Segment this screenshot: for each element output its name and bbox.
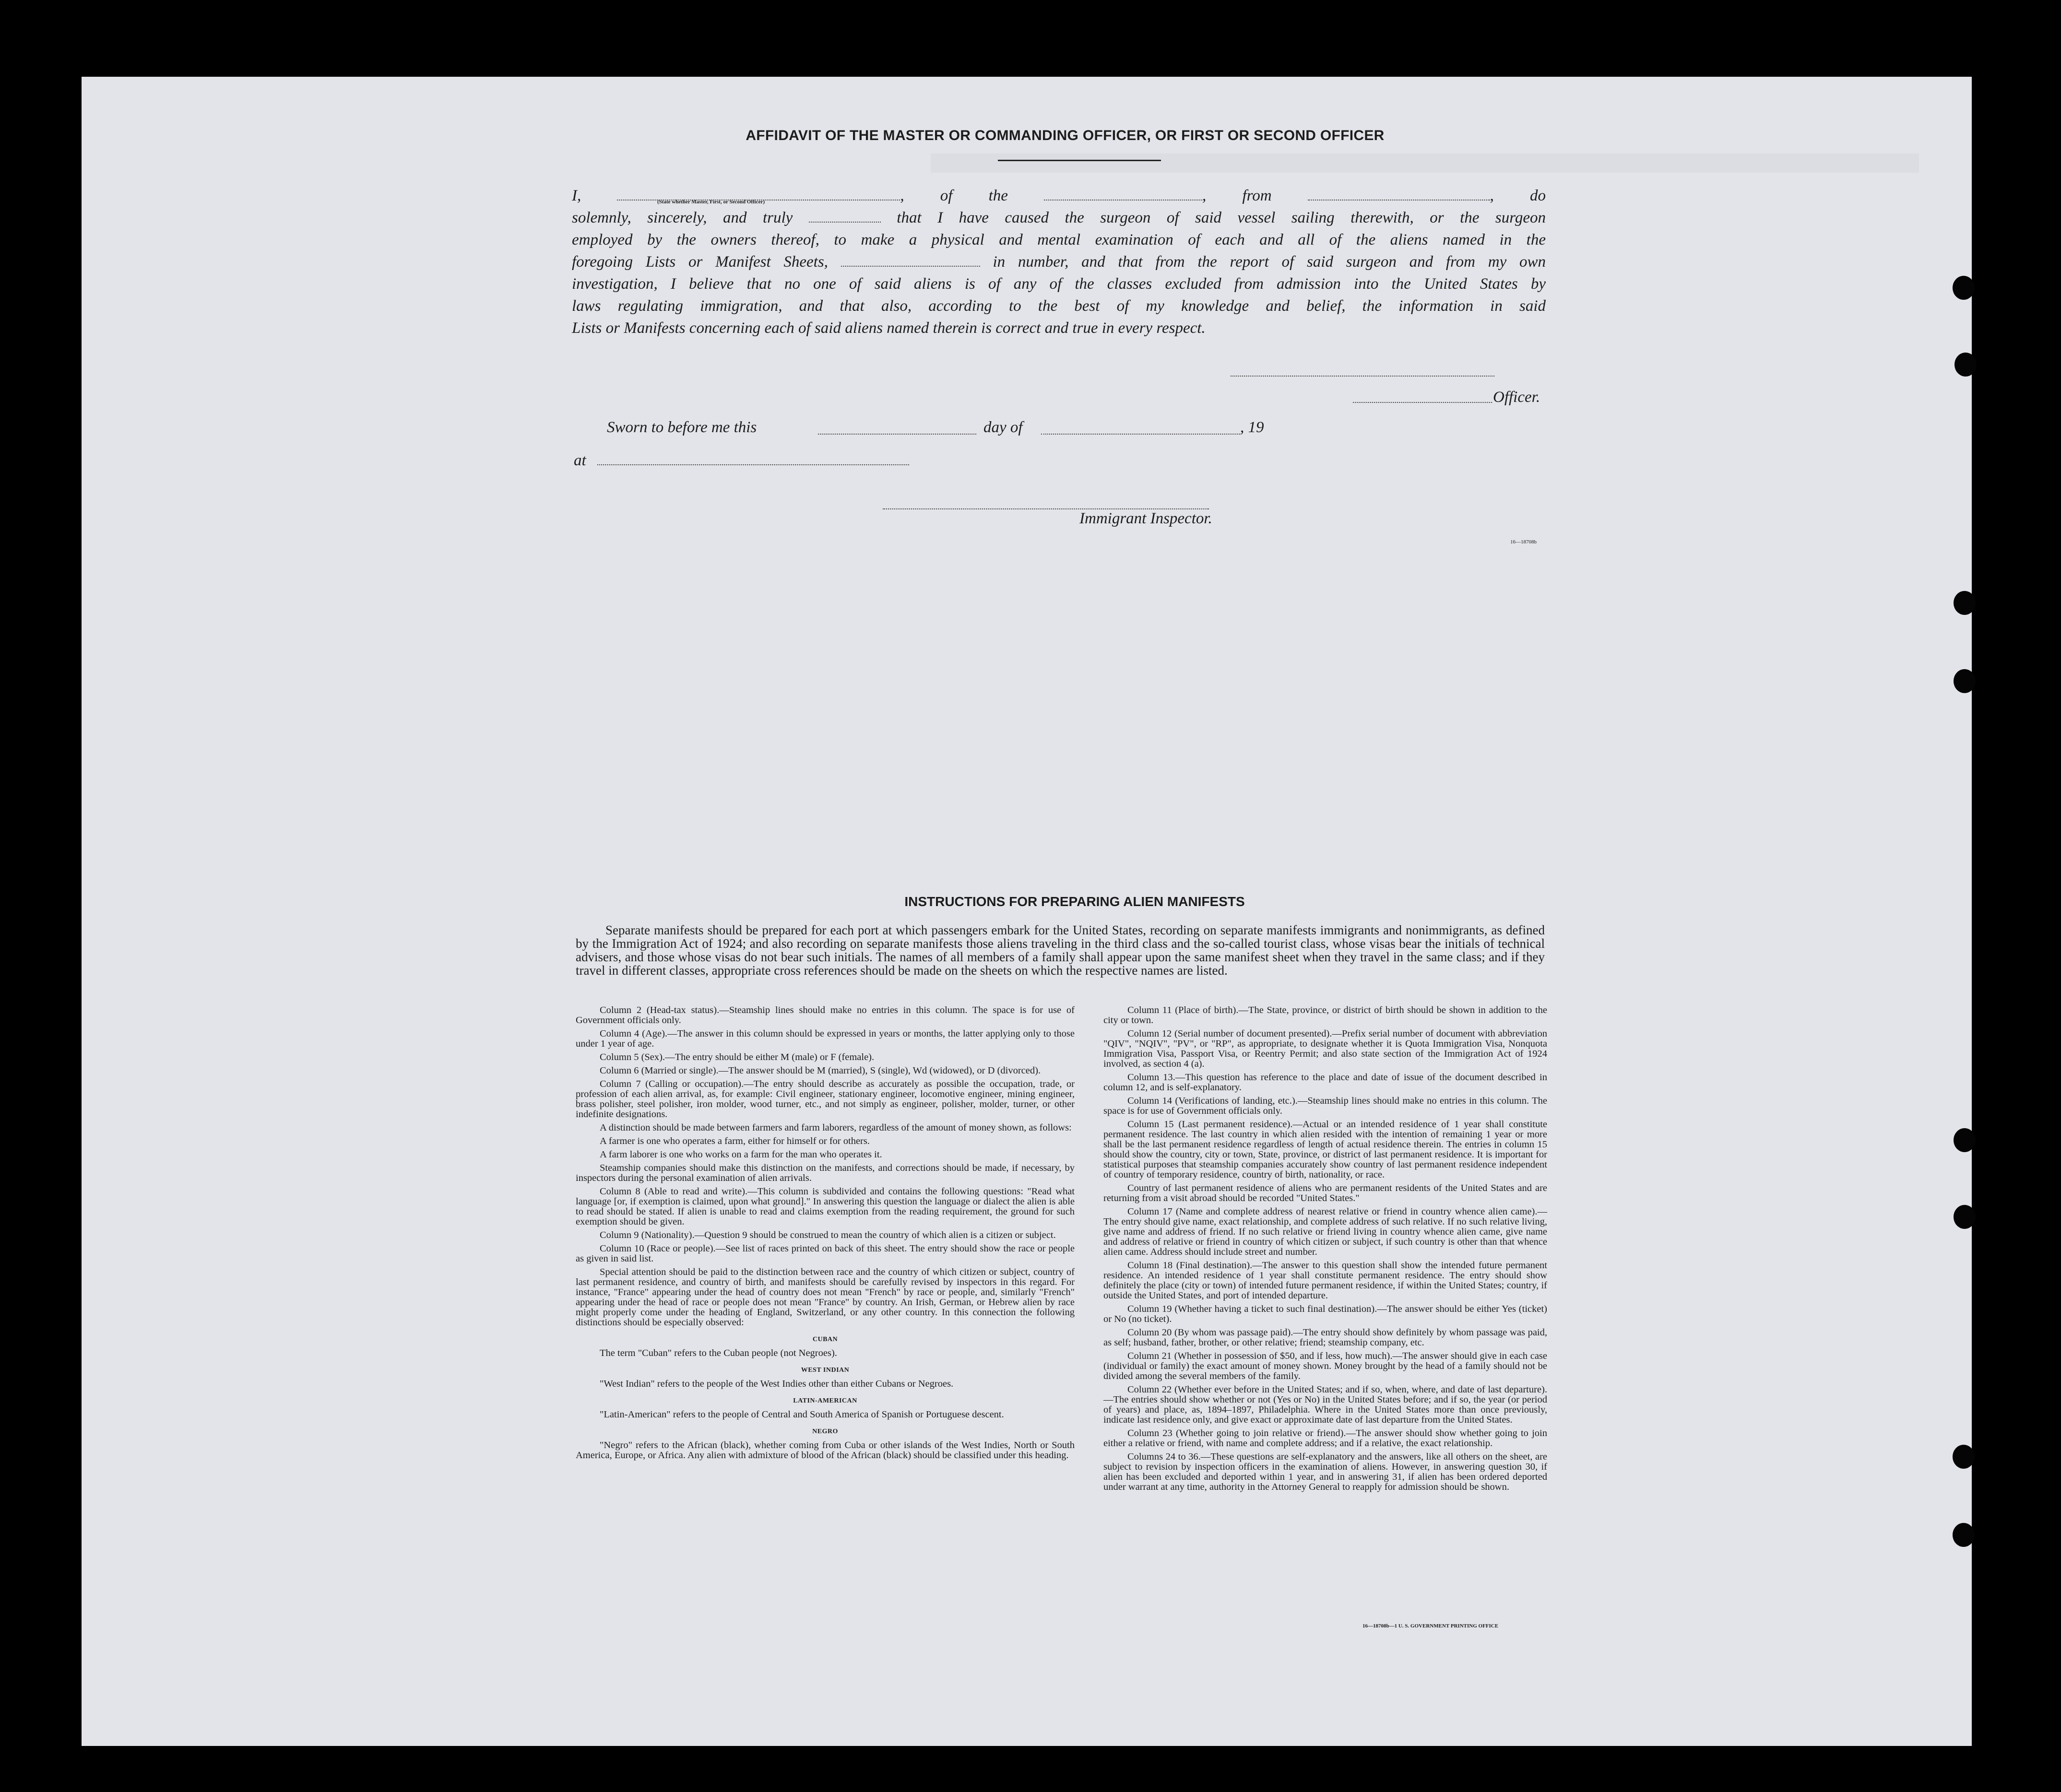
instructions-intro: Separate manifests should be prepared for each port at which passengers embark for the United States, recording on separate manifests immigrants and nonimmigrants, as defined by the Immigration Act of 1924; and also recording on separate manifests those aliens traveling in the third class and the so-called tourist class, whose visas bear the initials of technical advisers, and those whose visas do not bear such initials. The names of all members of a family shall appear upon the same manifest sheet when they travel in the same class; and if they travel in different classes, appropriate cross references should be made on the sheets on which the respective names are listed. [576,923,1545,978]
negro-definition: "Negro" refers to the African (black), whether coming from Cuba or other islands of the West Indies, North or South America, Europe, or Africa. Any alien with admixture of blood of the African (black) should be classified under this heading. [576,1440,1075,1461]
year-label: , 19 [1240,419,1264,436]
instruction-paragraph: Column 9 (Nationality).—Question 9 should be construed to mean the country of which alien is a citizen or subject. [600,1230,1056,1240]
west-indian-heading: WEST INDIAN [801,1367,850,1374]
officer-signature-line[interactable] [1353,402,1492,403]
punch-hole [1954,353,1977,377]
instruction-paragraph: Column 6 (Married or single).—The answer should be M (married), S (single), Wd (widowed), or D (divorced). [600,1065,1041,1076]
negro-heading: NEGRO [812,1428,838,1435]
oath-line: I, , of the , from , do [572,187,1546,204]
instruction-paragraph: Column 18 (Final destination).—The answer to this question shall show the intended future permanent residence. An intended residence of 1 year shall constitute permanent residence. The entry should show definitely the place (city or town) of intended future permanent residence, if within the United States; country, if outside the United States, and port of intended departure. [1103,1260,1547,1301]
instructions-right-column [1103,1005,1547,1496]
officer-rank-field[interactable] [617,187,900,200]
punch-hole [1954,1205,1976,1229]
instruction-paragraph: Columns 24 to 36.—These questions are self-explanatory and the answers, like all others on the sheet, are subject to revision by inspection officers in the examination of aliens. However, in answering question 30, if alien has been excluded and deported within 1 year, and in answering 31, if alien has been ordered deported under warrant at any time, authority in the Attorney General to reapply for admission should be shown. [1103,1451,1547,1492]
officer-label: Officer. [1493,389,1540,406]
instruction-paragraph: Column 7 (Calling or occupation).—The entry should describe as accurately as possible the occupation, trade, or profession of each alien arrival, as, for example: Civil engineer, stationary engineer, locomotive engineer, mining engineer, brass polisher, steel polisher, iron molder, wood turner, etc., and not simply as engineer, polisher, molder, turner, or other indefinite designations. [576,1079,1075,1120]
sworn-label: Sworn to before me this [607,419,757,436]
instruction-paragraph: A farm laborer is one who works on a farm for the man who operates it. [600,1149,882,1160]
instruction-paragraph: Column 5 (Sex).—The entry should be either M (male) or F (female). [600,1052,875,1062]
instruction-paragraph: Column 8 (Able to read and write).—This column is subdivided and contains the following questions: "Read what language [or, if exemption is claimed, upon what ground]." In answering this question the language or dialect the alien is able to read should be stated. If alien is unable to read and claims exemption from the reading requirement, the ground for such exemption should be given. [576,1186,1075,1227]
instructions-title: INSTRUCTIONS FOR PREPARING ALIEN MANIFESTS [904,894,1245,909]
instruction-paragraph: Column 13.—This question has reference to the place and date of issue of the document described in column 12, and is self-explanatory. [1103,1072,1547,1093]
instruction-paragraph: Column 15 (Last permanent residence).—Actual or an intended residence of 1 year shall constitute permanent residence. The last country in which alien resided with the intention of remaining 1 year or more shall be the last permanent residence regardless of length of actual residence therein. The entries in column 15 should show the country, city or town, State, province, or district of last permanent residence. It is important for statistical purposes that steamship companies accurately show country of last permanent residence independent of country of temporary residence, country of birth, nationality, or race. [1103,1119,1547,1180]
latin-american-definition: "Latin-American" refers to the people of Central and South America of Spanish or Portuguese descent. [600,1409,1004,1420]
sworn-month-field[interactable] [1041,434,1240,435]
instruction-paragraph: Column 17 (Name and complete address of nearest relative or friend in country whence alien came).—The entry should give name, exact relationship, and complete address of such relative. If no such relative living, give name and address of friend. If no such relative or friend living in country whence alien came, give name and address of relative or friend in country of which citizen or subject, if such country is other than that whence alien came. Address should include street and number. [1103,1206,1547,1257]
inspector-signature-line[interactable] [883,508,1209,509]
punch-hole [1954,669,1976,693]
instructions-left-column [576,1005,1075,1464]
oath-line: Lists or Manifests concerning each of said aliens named therein is correct and true in every respect. [572,319,1206,337]
instruction-paragraph: Column 23 (Whether going to join relative or friend).—The answer should show whether going to join either a relative or friend, with name and complete address; and if a relative, the exact relationship. [1103,1428,1547,1449]
instruction-paragraph: Steamship companies should make this distinction on the manifests, and corrections should be made, if necessary, by inspectors during the personal examination of alien arrivals. [576,1163,1075,1183]
instruction-paragraph: Column 11 (Place of birth).—The State, province, or district of birth should be shown in addition to the city or town. [1103,1005,1547,1026]
latin-american-heading: LATIN-AMERICAN [793,1397,857,1404]
punch-hole [1953,1523,1975,1547]
signature-line[interactable] [1231,376,1494,377]
affidavit-title: AFFIDAVIT OF THE MASTER OR COMMANDING OFFICER, OR FIRST OR SECOND OFFICER [746,128,1385,143]
sworn-day-field[interactable] [818,434,976,435]
instruction-paragraph: Column 19 (Whether having a ticket to such final destination).—The answer should be either Yes (ticket) or No (no ticket). [1103,1304,1547,1324]
oath-line: investigation, I believe that no one of said aliens is of any of the classes excluded from admission into the United States by [572,275,1546,293]
instruction-paragraph: Column 4 (Age).—The answer in this column should be expressed in years or months, the latter applying only to those under 1 year of age. [576,1028,1075,1049]
instruction-paragraph: Column 12 (Serial number of document presented).—Prefix serial number of document with abbreviation "QIV", "NQIV", "PV", or "RP", as appropriate, to designate whether it is Quota Immigration Visa, Nonquota Immigration Visa, Passport Visa, or Reentry Permit; and also state section of the Immigration Act of 1924 involved, as section 4 (a). [1103,1028,1547,1069]
instruction-paragraph: Special attention should be paid to the distinction between race and the country of which citizen or subject, country of last permanent residence, and country of birth, and manifests should be carefully revised by inspectors in this regard. For instance, "France" appearing under the head of country does not mean "French" by race or people, and, similarly "French" appearing under the head of race or people does not mean "France" by country. An Irish, German, or Hebrew alien by race might properly come under the heading of England, Switzerland, or any other country. In this connection the following distinctions should be especially observed: [576,1267,1075,1328]
instruction-paragraph: Column 10 (Race or people).—See list of races printed on back of this sheet. The entry should show the race or people as given in said list. [576,1243,1075,1264]
oath-line: foregoing Lists or Manifest Sheets, in number, and that from the report of said surgeon and from my own [572,253,1546,271]
punch-hole [1954,591,1976,615]
punch-hole [1954,1128,1976,1152]
printing-office-footer: 16—18708b—1 U. S. GOVERNMENT PRINTING OFFICE [1362,1623,1499,1629]
officer-rank-note: (State whether Master, First, or Second Officer) [657,199,765,205]
title-rule [998,160,1161,161]
instruction-paragraph: A distinction should be made between farmers and farm laborers, regardless of the amount of money shown, as follows: [600,1122,1072,1133]
swear-affirm-field[interactable] [809,209,881,223]
oath-line: employed by the owners thereof, to make a physical and mental examination of each and all of the aliens named in the [572,231,1546,248]
inspector-label: Immigrant Inspector. [1079,510,1212,527]
instruction-paragraph: Column 2 (Head-tax status).—Steamship lines should make no entries in this column. The space is for use of Government officials only. [576,1005,1075,1026]
instruction-paragraph: A farmer is one who operates a farm, either for himself or for others. [600,1136,870,1146]
at-label: at [574,452,586,469]
instruction-paragraph: Column 22 (Whether ever before in the United States; and if so, when, where, and date of last departure).—The entries should show whether or not (Yes or No) in the United States before; and if so, the year (or period of years) and place, as, 1894–1897, Philadelphia. Where in the United States more than once previously, indicate last residence only, and give exact or approximate date of last departure from the United States. [1103,1384,1547,1425]
vessel-name-field[interactable] [1044,187,1202,200]
punch-hole [1953,276,1975,300]
instruction-paragraph: Column 20 (By whom was passage paid).—The entry should show definitely by whom passage was paid, as self; husband, father, brother, or other relative; friend; steamship company, etc. [1103,1327,1547,1348]
cuban-heading: CUBAN [812,1336,838,1343]
instruction-paragraph: Country of last permanent residence of aliens who are permanent residents of the United States and are returning from a visit abroad should be recorded "United States." [1103,1183,1547,1203]
instruction-paragraph: Column 14 (Verifications of landing, etc.).—Steamship lines should make no entries in this column. The space is for use of Government officials only. [1103,1096,1547,1116]
cuban-definition: The term "Cuban" refers to the Cuban people (not Negroes). [600,1348,837,1358]
day-of-label: day of [983,419,1023,436]
punch-hole [1953,1445,1975,1469]
affidavit-oath [572,185,1546,339]
port-from-field[interactable] [1308,187,1490,200]
sworn-place-field[interactable] [597,464,909,465]
west-indian-definition: "West Indian" refers to the people of the West Indies other than either Cubans or Negroes. [600,1379,954,1389]
form-number: 16—18708b [1510,539,1537,545]
instruction-paragraph: Column 21 (Whether in possession of $50, and if less, how much).—The answer should give in each case (individual or family) the exact amount of money shown. Money brought by the head of a family should not be divided among the several members of the family. [1103,1351,1547,1381]
alien-count-field[interactable] [841,253,980,267]
oath-line: solemnly, sincerely, and truly that I have caused the surgeon of said vessel sailing therewith, or the surgeon [572,209,1546,226]
oath-line: laws regulating immigration, and that also, according to the best of my knowledge and belief, the information in said [572,297,1546,315]
